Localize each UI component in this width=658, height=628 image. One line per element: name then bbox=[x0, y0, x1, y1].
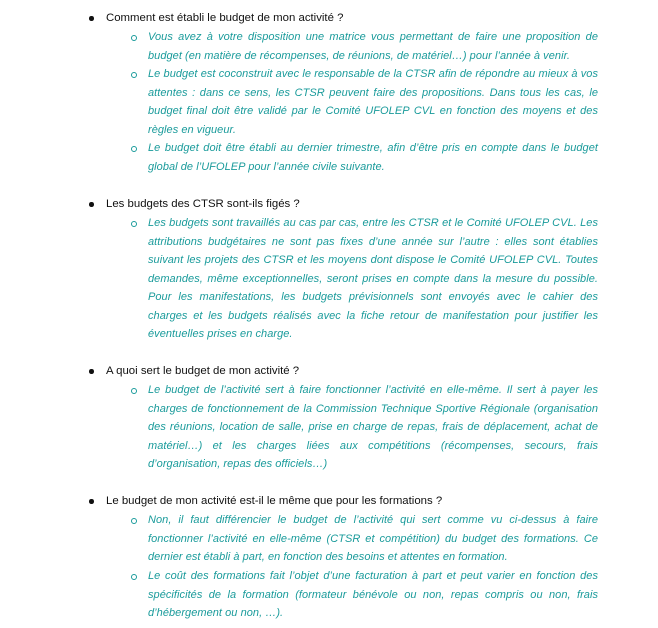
question-text: A quoi sert le budget de mon activité ? bbox=[106, 365, 300, 377]
answer-text: Vous avez à votre disposition une matrice vous permettant de faire une proposition de budget (en matière de récompenses, de réunions, de matériel…) pour l’année à venir. bbox=[148, 31, 598, 62]
circle-bullet-icon bbox=[131, 221, 137, 227]
bullet-icon bbox=[89, 369, 94, 374]
faq-answer bbox=[148, 511, 598, 567]
faq-answer bbox=[148, 28, 598, 65]
faq-answer bbox=[148, 65, 598, 139]
bullet-icon bbox=[89, 499, 94, 504]
circle-bullet-icon bbox=[131, 146, 137, 152]
circle-bullet-icon bbox=[131, 518, 137, 524]
faq-question bbox=[106, 492, 606, 511]
faq-question bbox=[106, 362, 606, 381]
question-text: Comment est établi le budget de mon activité ? bbox=[106, 12, 344, 24]
bullet-icon bbox=[89, 16, 94, 21]
circle-bullet-icon bbox=[131, 574, 137, 580]
bullet-icon bbox=[89, 202, 94, 207]
answer-text: Le budget de l’activité sert à faire fonctionner l’activité en elle-même. Il sert à payer les charges de fonctionnement de la Commission Technique Sportive Régionale (organisation des réunions, location de salle, prise en charge de repas, frais de déplacement, achat de matériel…) et les charges liées aux compétitions (récompenses, secours, frais d’organisation, repas des officiels…) bbox=[148, 384, 598, 470]
circle-bullet-icon bbox=[131, 388, 137, 394]
faq-question bbox=[106, 195, 606, 214]
circle-bullet-icon bbox=[131, 72, 137, 78]
faq-answer bbox=[148, 214, 598, 344]
answer-text: Le budget doit être établi au dernier trimestre, afin d’être pris en compte dans le budget global de l’UFOLEP pour l’année civile suivante. bbox=[148, 142, 598, 173]
faq-question bbox=[106, 9, 606, 28]
answer-text: Le coût des formations fait l’objet d’une facturation à part et peut varier en fonction des spécificités de la formation (formateur bénévole ou non, repas compris ou non, frais d’hébergement ou non, …). bbox=[148, 570, 598, 619]
answer-text: Non, il faut différencier le budget de l’activité qui sert comme vu ci-dessus à faire fonctionner l’activité en elle-même (CTSR et compétition) du budget des formations. Ce dernier est établi à part, en fonction des besoins et attentes en formation. bbox=[148, 514, 598, 563]
faq-answer bbox=[148, 381, 598, 474]
answer-text: Les budgets sont travaillés au cas par cas, entre les CTSR et le Comité UFOLEP CVL. Les attributions budgétaires ne sont pas fixes d’une année sur l’autre : elles sont établies suivant les projets des CTSR et les moyens dont dispose le Comité UFOLEP CVL. Toutes demandes, même exceptionnelles, seront prises en compte dans la mesure du possible. Pour les manifestations, les budgets prévisionnels sont envoyés avec le cahier des charges et les budgets réalisés avec la fiche retour de manifestation pour justifier les éventuelles prises en charge. bbox=[148, 217, 598, 340]
question-text: Les budgets des CTSR sont-ils figés ? bbox=[106, 198, 300, 210]
circle-bullet-icon bbox=[131, 35, 137, 41]
faq-answer bbox=[148, 567, 598, 623]
faq-answer bbox=[148, 139, 598, 176]
answer-text: Le budget est coconstruit avec le responsable de la CTSR afin de répondre au mieux à vos attentes : dans ce sens, les CTSR peuvent faire des propositions. Dans tous les cas, le budget final doit être validé par le Comité UFOLEP CVL en fonction des moyens et des règles en vigueur. bbox=[148, 68, 598, 136]
question-text: Le budget de mon activité est-il le même que pour les formations ? bbox=[106, 495, 443, 507]
